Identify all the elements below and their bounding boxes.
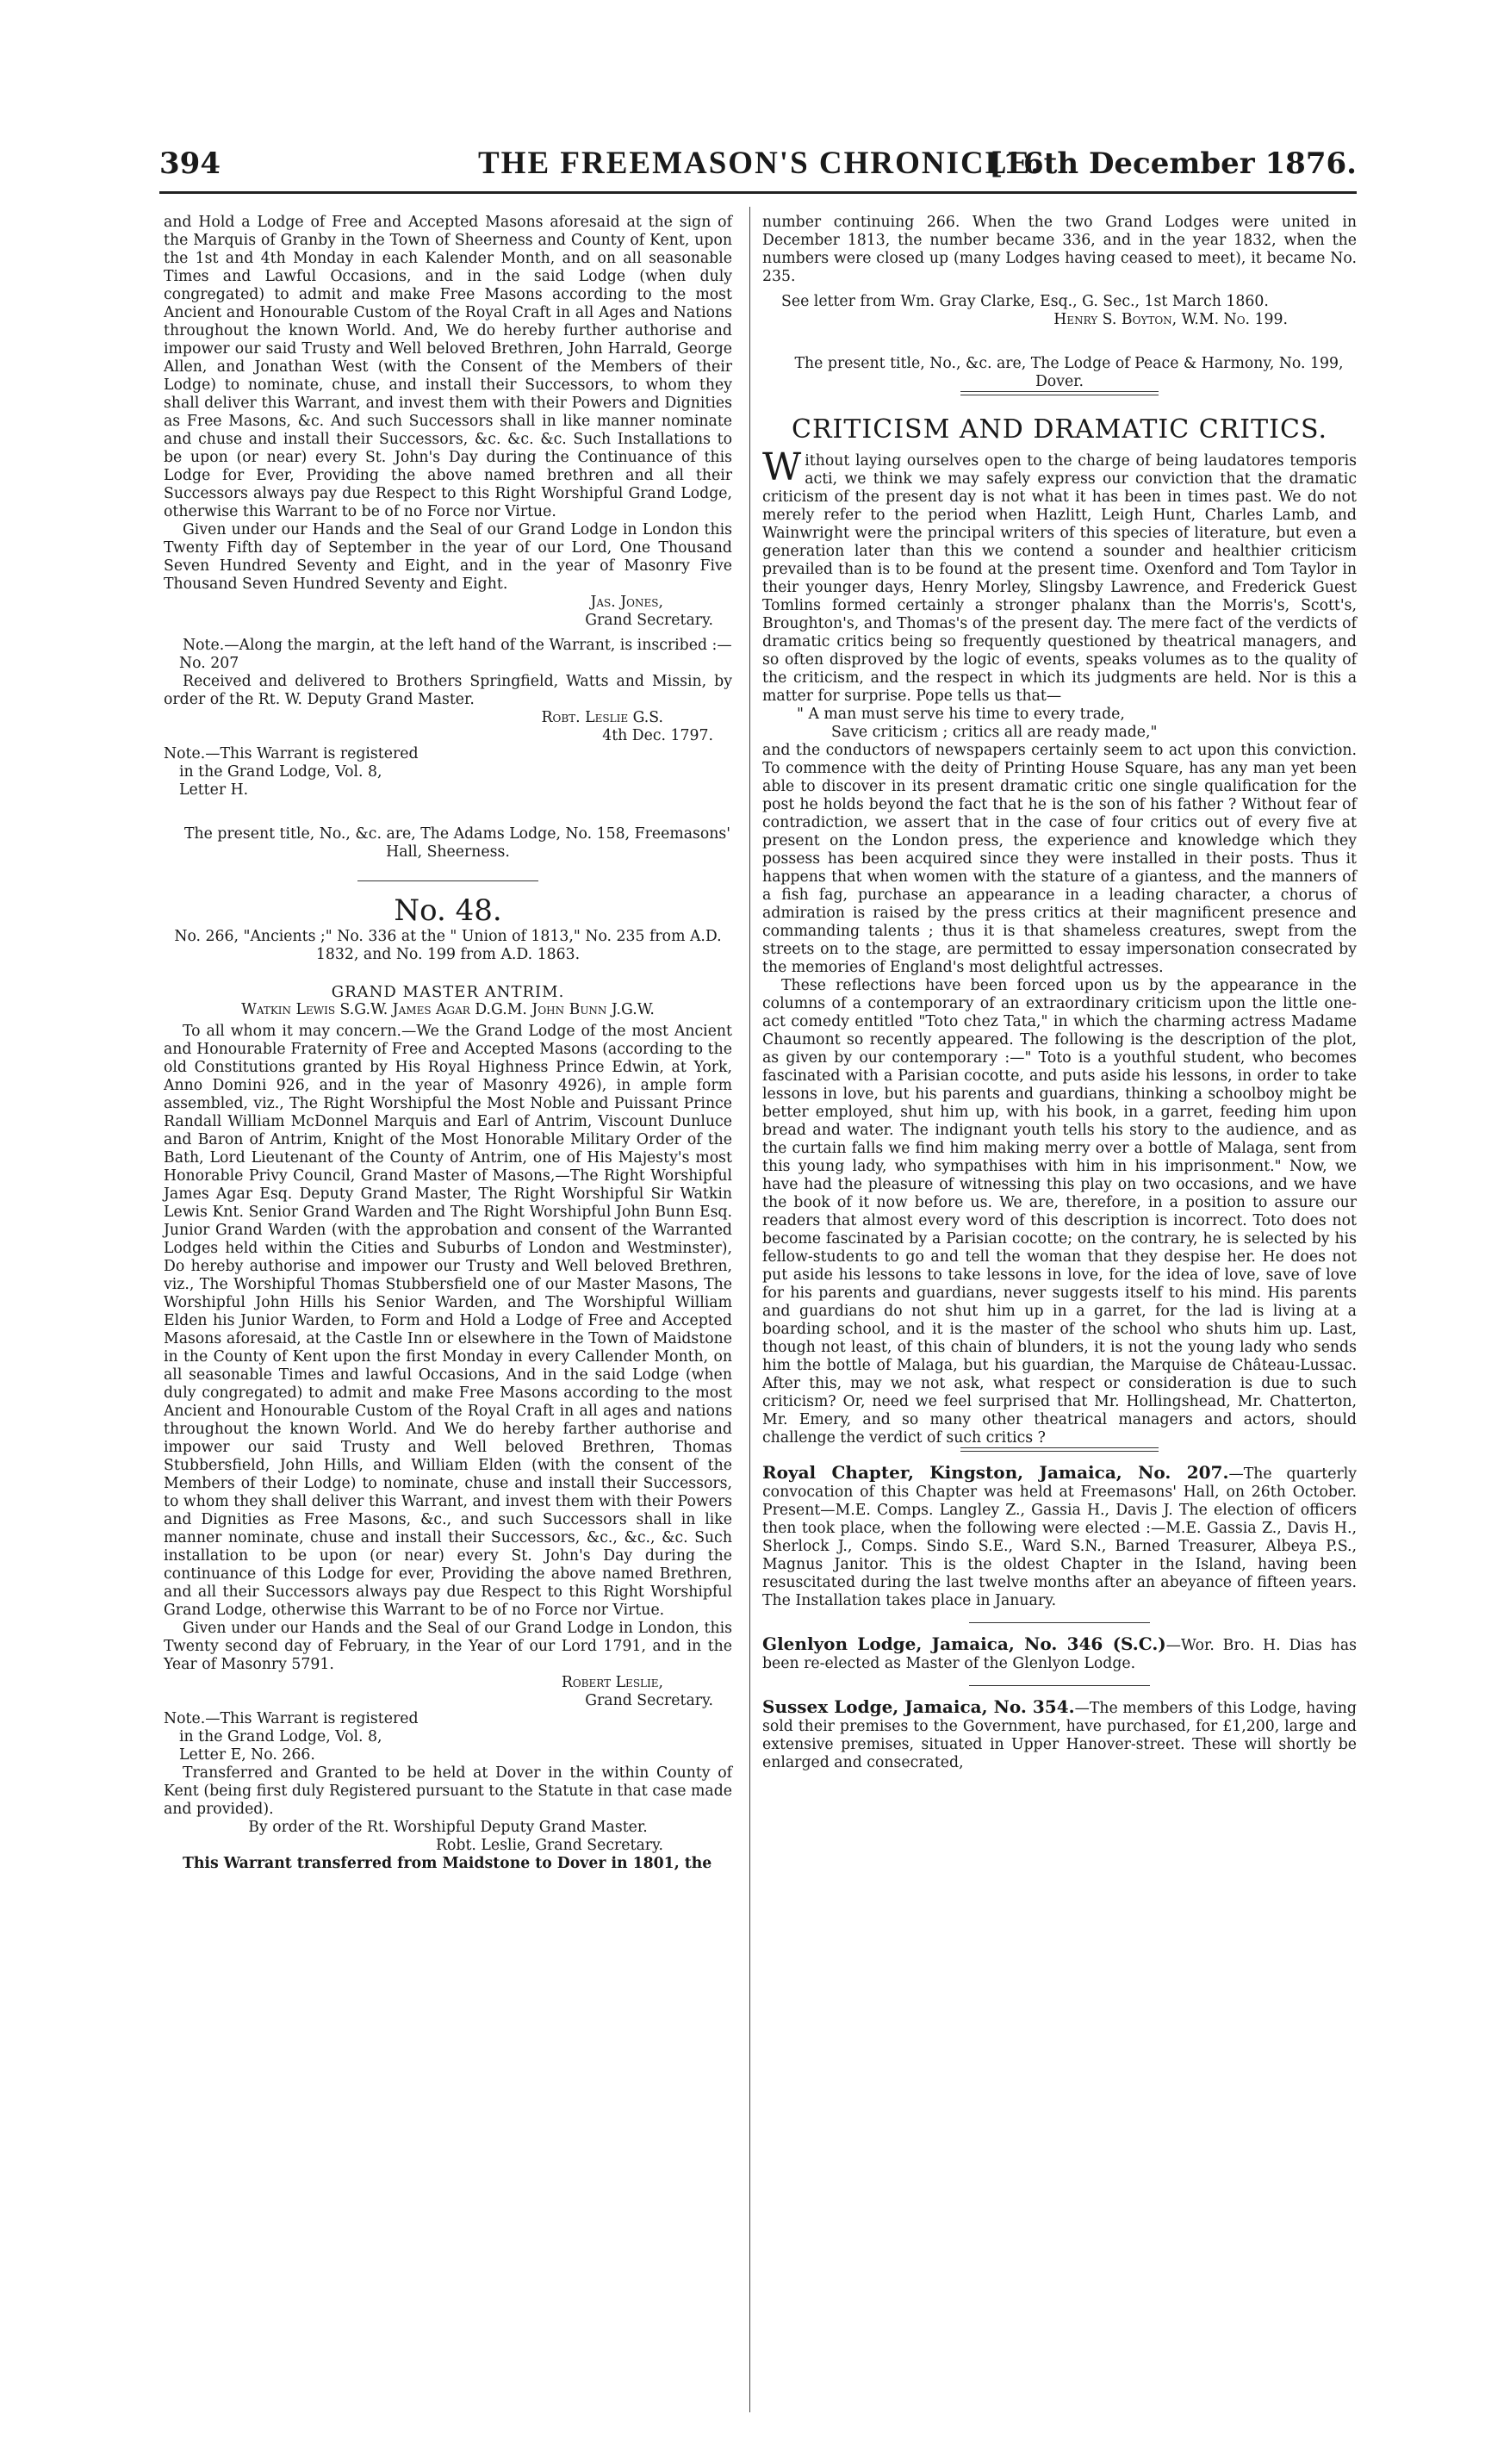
section-rule <box>969 1685 1150 1686</box>
registry-note: in the Grand Lodge, Vol. 8, <box>179 763 382 781</box>
column-divider <box>749 207 750 2412</box>
registry-note: Note.—This Warrant is registered <box>164 745 419 762</box>
received-note: Received and delivered to Brothers Springfield, Watts and Missin, by order of the Rt. W. Deputy Grand Master. <box>164 673 732 708</box>
margin-note-number: No. 207 <box>179 655 239 672</box>
issue-date: [16th December 1876. <box>989 146 1357 181</box>
signature-title: Grand Secretary. <box>585 612 713 629</box>
transfer-final-line: This Warrant transferred from Maidstone to Dover in 1801, the <box>183 1855 712 1872</box>
news-item-heading: Royal Chapter, Kingston, Jamaica, No. 207. <box>762 1462 1229 1483</box>
warrant-given: Given under our Hands and the Seal of our Grand Lodge in London, this Twenty second day of February, in the Year of our Lord 1791, and in the Year of Masonry 5791. <box>164 1620 732 1673</box>
article-paragraph: and the conductors of newspapers certainly seem to act upon this conviction. To commence with the deity of Printing House Square, has any man yet been able to discover in its present dramatic critic one single qualification for the post he holds beyond the fact that he is the son of his father ? Without fear of contradiction, we assert that in the case of four critics out of every five at present on the London press, the experience and knowledge which they possess has been acquired since they were installed in their posts. Thus it happens that when women with the stature of a giantess, and the manners of a fish fag, purchase an appearance in a leading character, a chorus of admiration is raised by the press critics at their magnificent presence and commanding talents ; thus it is that shameless creatures, swept from the streets on to the stage, are permitted to essay impersonation consecrated by the memories of England's most delightful actresses. <box>762 742 1357 976</box>
margin-note: Note.—Along the margin, at the left hand of the Warrant, is inscribed :— <box>183 637 732 654</box>
warrant-text: and Hold a Lodge of Free and Accepted Masons aforesaid at the sign of the Marquis of Granby in the Town of Sheerness and County of Kent, upon the 1st and 4th Monday in each Kalender Month, and on all seasonable Times and Lawful Occasions, and in the said Lodge (when duly congregated) to admit and make Free Masons according to the most Ancient and Honourable Custom of the Royal Craft in all Ages and Nations throughout the known World. And, We do hereby further authorise and impower our said Trusty and Well beloved Brethren, John Harrald, George Allen, and Jonathan West (with the Consent of the Members of their Lodge) to nominate, chuse, and install their Successors, to whom they shall deliver this Warrant, and invest them with their Powers and Dignities as Free Masons, &c. And such Successors shall in like manner nominate and chuse and install their Successors, &c. &c. &c. Such Installations to be upon (or near) every St. John's Day during the Continuance of this Lodge for Ever, Providing the above named brethren and all their Successors always pay due Respect to this Right Worshipful Grand Lodge, otherwise this Warrant to be of no Force nor Virtue. <box>164 214 732 520</box>
grand-officers: Watkin Lewis S.G.W. James Agar D.G.M. John Bunn J.G.W. <box>241 1001 655 1018</box>
article-heading: CRITICISM AND DRAMATIC CRITICS. <box>792 414 1327 445</box>
signature-name: Henry S. Boyton, W.M. No. 199. <box>1053 311 1288 328</box>
pope-quote: Save criticism ; critics all are ready made," <box>831 724 1158 741</box>
page-number: 394 <box>159 146 221 181</box>
section-rule <box>960 391 1159 395</box>
news-item-text: —The members of this Lodge, having sold their premises to the Government, have purchased, for £1,200, large and extensive premises, situated in Upper Hanover-street. These will shortly be enlarged and consecrated, <box>762 1700 1357 1771</box>
lodge-number-heading: No. 48. <box>394 893 502 928</box>
article-paragraph: These reflections have been forced upon us by the appearance in the columns of a contemporary of an extraordinary criticism upon the little one-act comedy entitled "Toto chez Tata," in which the charming actress Madame Chaumont so recently appeared. The following is the description of the plot, as given by our contemporary :—" Toto is a youthful student, who becomes fascinated with a Parisian cocotte, and puts aside his lessons, in order to take lessons in love, but his parents and guardians, thinking a schoolboy might be better employed, shut him up, with his book, in a garret, feeding him upon bread and water. The indignant youth tells his story to the audience, and as the curtain falls we find him making merry over a bottle of Malaga, sent from this young lady, who sympathises with him in his imprisonment." Now, we have had the pleasure of witnessing this play on two occasions, and we have the book of it now before us. We are, therefore, in a position to assure our readers that almost every word of this description is incorrect. Toto does not become fascinated by a Parisian cocotte; on the contrary, he is selected by his fellow-students to go and tell the woman that they despise her. He does not put aside his lessons to take lessons in love, for the idea of love, save of love for his parents and guardians, never suggests itself to his mind. His parents and guardians do not shut him up in a garret, for the lad is living at a boarding school, and it is the master of the school who shuts him up. Last, though not least, of this chain of blunders, it is not the young lady who sends him the bottle of Malaga, but his guardian, the Marquise de Château-Lussac. After this, may we not ask, what respect or consideration is due to such criticism? Or, need we feel surprised that Mr. Hollingshead, Mr. Chatterton, Mr. Emery, and so many other theatrical managers and actors, should challenge the verdict of such critics ? <box>762 977 1357 1447</box>
registry-note: Letter H. <box>179 781 249 799</box>
news-item-heading: Glenlyon Lodge, Jamaica, No. 346 (S.C.) <box>762 1633 1166 1654</box>
pope-quote: " A man must serve his time to every trade, <box>797 706 1125 723</box>
grand-master-heading: GRAND MASTER ANTRIM. <box>331 983 565 1001</box>
signature-name: Robert Leslie, <box>561 1674 663 1691</box>
header-rule <box>159 191 1357 194</box>
transfer-signature: Robt. Leslie, Grand Secretary. <box>435 1837 663 1854</box>
signature-name: Jas. Jones, <box>590 594 663 611</box>
newspaper-title: THE FREEMASON'S CHRONICLE. <box>478 146 1041 181</box>
signature-name: Robt. Leslie G.S. <box>541 709 663 726</box>
transfer-order: By order of the Rt. Worshipful Deputy Grand Master. <box>248 1819 648 1836</box>
news-item-text: —The quarterly convocation of this Chapter was held at Freemasons' Hall, on 26th October. Present—M.E. Comps. Langley Z., Gassia H., Davis J. The election of officers then took place, when the following were elected :—M.E. Gassia Z., Davis H., Sherlock J., Comps. Sindo S.E., Ward S.N., Barned Treasurer, Albeya P.S., Magnus Janitor. This is the oldest Chapter in the Island, having been resuscitated during the last twelve months after an abeyance of fifteen years. The Installation takes place in January. <box>762 1465 1357 1609</box>
news-item-heading: Sussex Lodge, Jamaica, No. 354. <box>762 1696 1075 1717</box>
registry-note: Note.—This Warrant is registered <box>164 1710 419 1727</box>
transfer-note: Transferred and Granted to be held at Dover in the within County of Kent (being first duly Registered pursuant to the Statute in that case made and provided). <box>164 1764 732 1818</box>
registry-note: in the Grand Lodge, Vol. 8, <box>179 1728 382 1745</box>
right-column <box>762 214 1357 1772</box>
warrant-text: To all whom it may concern.—We the Grand Lodge of the most Ancient and Honourable Fraternity of Free and Accepted Masons (according to the old Constitutions granted by His Royal Highness Prince Edwin, at York, Anno Domini 926, and in the year of Masonry 4926), in ample form assembled, viz., The Right Worshipful the Most Noble and Puissant Prince Randall William McDonnel Marquis and Earl of Antrim, Viscount Dunluce and Baron of Antrim, Knight of the Most Honorable Military Order of the Bath, Lord Lieutenant of the County of Antrim, one of His Majesty's most Honorable Privy Council, Grand Master of Masons,—The Right Worshipful James Agar Esq. Deputy Grand Master, The Right Worshipful Sir Watkin Lewis Knt. Senior Grand Warden and The Right Worshipful John Bunn Esq. Junior Grand Warden (with the approbation and consent of the Warranted Lodges held within the Cities and Suburbs of London and Westminster), Do hereby authorise and impower our Trusty and Well beloved Brethren, viz., The Worshipful Thomas Stubbersfield one of our Master Masons, The Worshipful John Hills his Senior Warden, and The Worshipful William Elden his Junior Warden, to Form and Hold a Lodge of Free and Accepted Masons aforesaid, at the Castle Inn or elsewhere in the Town of Maidstone in the County of Kent upon the first Monday in every Callender Month, on all seasonable Times and lawful Occasions, And in the said Lodge (when duly congregated) to admit and make Free Masons according to the most Ancient and Honourable Custom of the Royal Craft in all ages and nations throughout the known World. And We do hereby farther authorise and impower our said Trusty and Well beloved Brethren, Thomas Stubbersfield, John Hills, and William Elden (with the consent of the Members of their Lodge) to nominate, chuse and install their Successors, to whom they shall deliver this Warrant, and invest them with their Powers and Dignities as Free Masons, &c., and such Successors shall in like manner nominate, chuse and install their Successors, &c., &c., &c. Such installation to be upon (or near) every St. John's Day during the continuance of this Lodge for ever, Providing the above named Brethren, and all their Successors always pay due Respect to this Right Worshipful Grand Lodge, otherwise this Warrant to be of no Force nor Virtue. <box>164 1023 732 1619</box>
signature-date: 4th Dec. 1797. <box>602 727 713 744</box>
present-title: The present title, No., &c. are, The Lodge of Peace & Harmony, No. 199, Dover. <box>794 355 1344 390</box>
masthead <box>159 146 1357 188</box>
continuation-text: number continuing 266. When the two Grand Lodges were united in December 1813, the number became 336, and in the year 1832, when the numbers were closed up (many Lodges having ceased to meet), it became No. 235. <box>762 214 1357 285</box>
section-rule <box>969 1622 1150 1623</box>
news-item-text: —Wor. Bro. H. Dias has been re-elected as Master of the Glenlyon Lodge. <box>762 1637 1357 1672</box>
section-rule <box>357 880 538 881</box>
lodge-history: No. 266, "Ancients ;" No. 336 at the " Union of 1813," No. 235 from A.D. 1832, and No. 199 from A.D. 1863. <box>174 928 722 963</box>
signature-title: Grand Secretary. <box>585 1692 713 1709</box>
letter-reference: See letter from Wm. Gray Clarke, Esq., G. Sec., 1st March 1860. <box>781 293 1269 310</box>
article-paragraph: Without laying ourselves open to the charge of being laudatores temporis acti, we think we may safely express our conviction that the dramatic criticism of the present day is not what it has been in times past. We do not merely refer to the period when Hazlitt, Leigh Hunt, Charles Lamb, and Wainwright were the principal writers of this species of literature, but even a generation later than this we contend a sounder and healthier criticism prevailed than is to be found at the present time. Oxenford and Tom Taylor in their younger days, Henry Morley, Slingsby Lawrence, and Frederick Guest Tomlins formed certainly a stronger phalanx than the Morris's, Scott's, Broughton's, and Thomas's of the present day. The mere fact of the verdicts of dramatic critics being so frequently questioned by theatrical managers, and so often disproved by the logic of events, speaks volumes as to the quality of the criticism, and the respect in which its judgments are held. Nor is this a matter for surprise. Pope tells us that— <box>762 445 1357 705</box>
left-column <box>164 214 732 1873</box>
registry-note: Letter E, No. 266. <box>179 1746 315 1764</box>
warrant-given: Given under our Hands and the Seal of our Grand Lodge in London this Twenty Fifth day of September in the year of our Lord, One Thousand Seven Hundred Seventy and Eight, and in the year of Masonry Five Thousand Seven Hundred Seventy and Eight. <box>164 521 732 593</box>
present-title: The present title, No., &c. are, The Adams Lodge, No. 158, Freemasons' Hall, Sheerness. <box>183 825 731 861</box>
section-rule <box>960 1447 1159 1452</box>
